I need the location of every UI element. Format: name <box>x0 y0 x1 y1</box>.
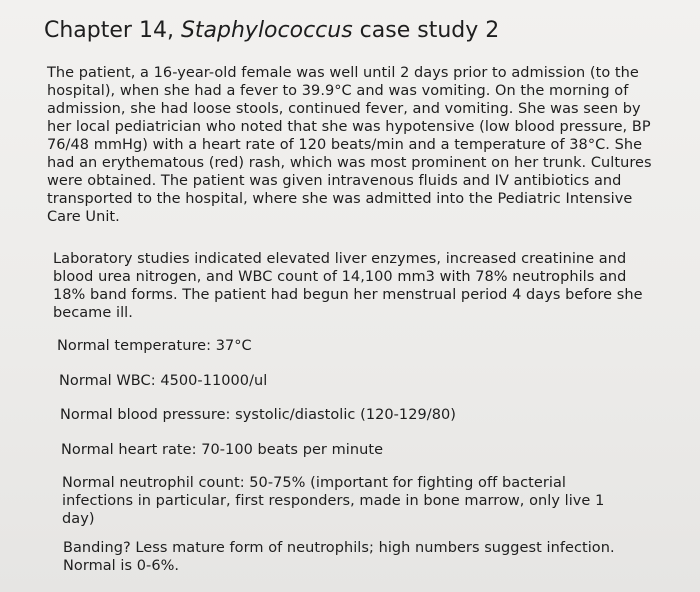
banding-note: Banding? Less mature form of neutrophils; high numbers suggest infection. Normal is 0-6%. <box>63 540 615 574</box>
case-paragraph: The patient, a 16-year-old female was well until 2 days prior to admission (to the hospital), when she had a fever to 39.9°C and was vomiting. On the morning of admission, she had loose stools, continued fever, and vomiting. She was seen by her local pediatrician who noted that she was hypotensive (low blood pressure, BP 76/48 mmHg) with a heart rate of 120 beats/min and a temperature of 38°C. She had an erythematous (red) rash, which was most prominent on her trunk. Cultures were obtained. The patient was given intravenous fluids and IV antibiotics and transported to the hospital, where she was admitted into the Pediatric Intensive Care Unit. <box>47 65 652 225</box>
page-title <box>44 18 499 43</box>
title-prefix: Chapter 14, <box>44 18 181 43</box>
title-organism: Staphylococcus <box>180 18 353 43</box>
normal-neutrophil: Normal neutrophil count: 50-75% (important for fighting off bacterial infections in particular, first responders, made in bone marrow, only live 1 day) <box>62 475 605 527</box>
normal-heart-rate: Normal heart rate: 70-100 beats per minute <box>61 442 384 458</box>
normal-temperature: Normal temperature: 37°C <box>57 338 252 354</box>
title-suffix: case study 2 <box>352 18 500 43</box>
normal-wbc: Normal WBC: 4500-11000/ul <box>59 373 268 389</box>
lab-paragraph: Laboratory studies indicated elevated liver enzymes, increased creatinine and blood urea nitrogen, and WBC count of 14,100 mm3 with 78% neutrophils and 18% band forms. The patient had begun her menstrual period 4 days before she became ill. <box>53 251 643 321</box>
normal-blood-pressure: Normal blood pressure: systolic/diastolic (120-129/80) <box>60 407 456 423</box>
